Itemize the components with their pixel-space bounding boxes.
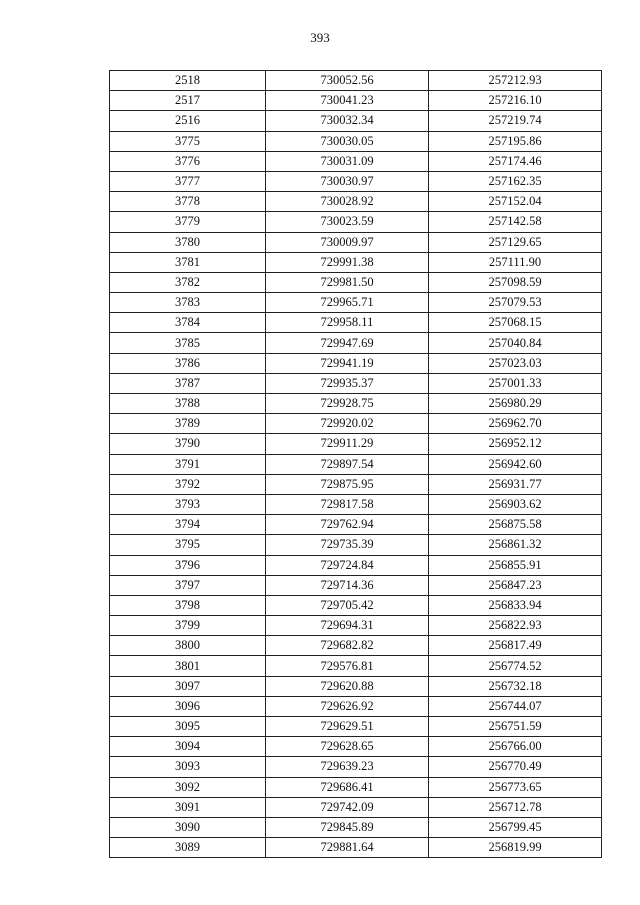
table-row [110,676,602,696]
x-coordinate-cell: 729705.42 [266,595,429,615]
table-row [110,575,602,595]
point-number-cell: 3792 [110,474,266,494]
table-row [110,394,602,414]
y-coordinate-cell: 256952.12 [429,434,602,454]
point-number-cell: 3789 [110,414,266,434]
x-coordinate-cell: 729626.92 [266,696,429,716]
point-number-cell: 3090 [110,817,266,837]
y-coordinate-cell: 256712.78 [429,797,602,817]
x-coordinate-cell: 730032.34 [266,111,429,131]
point-number-cell: 2517 [110,91,266,111]
point-number-cell: 3091 [110,797,266,817]
point-number-cell: 3790 [110,434,266,454]
x-coordinate-cell: 730023.59 [266,212,429,232]
point-number-cell: 3785 [110,333,266,353]
point-number-cell: 3094 [110,737,266,757]
point-number-cell: 3783 [110,293,266,313]
point-number-cell: 3795 [110,535,266,555]
y-coordinate-cell: 256732.18 [429,676,602,696]
x-coordinate-cell: 730009.97 [266,232,429,252]
x-coordinate-cell: 729724.84 [266,555,429,575]
x-coordinate-cell: 729714.36 [266,575,429,595]
point-number-cell: 2516 [110,111,266,131]
table-row [110,515,602,535]
table-row [110,494,602,514]
table-row [110,111,602,131]
point-number-cell: 3096 [110,696,266,716]
point-number-cell: 3794 [110,515,266,535]
x-coordinate-cell: 729735.39 [266,535,429,555]
table-row [110,252,602,272]
table-row [110,313,602,333]
x-coordinate-cell: 729629.51 [266,717,429,737]
table-row [110,454,602,474]
point-number-cell: 3784 [110,313,266,333]
x-coordinate-cell: 729920.02 [266,414,429,434]
table-row [110,232,602,252]
x-coordinate-cell: 730030.05 [266,131,429,151]
x-coordinate-cell: 729639.23 [266,757,429,777]
point-number-cell: 3779 [110,212,266,232]
table-row [110,737,602,757]
point-number-cell: 3798 [110,595,266,615]
x-coordinate-cell: 729928.75 [266,394,429,414]
table-row [110,797,602,817]
y-coordinate-cell: 257040.84 [429,333,602,353]
x-coordinate-cell: 730028.92 [266,192,429,212]
point-number-cell: 3093 [110,757,266,777]
y-coordinate-cell: 256773.65 [429,777,602,797]
y-coordinate-cell: 257001.33 [429,373,602,393]
y-coordinate-cell: 256875.58 [429,515,602,535]
point-number-cell: 3775 [110,131,266,151]
y-coordinate-cell: 257079.53 [429,293,602,313]
y-coordinate-cell: 256833.94 [429,595,602,615]
point-number-cell: 3791 [110,454,266,474]
point-number-cell: 3095 [110,717,266,737]
point-number-cell: 3092 [110,777,266,797]
y-coordinate-cell: 257195.86 [429,131,602,151]
table-row [110,555,602,575]
y-coordinate-cell: 256931.77 [429,474,602,494]
y-coordinate-cell: 256766.00 [429,737,602,757]
x-coordinate-cell: 729965.71 [266,293,429,313]
y-coordinate-cell: 257142.58 [429,212,602,232]
y-coordinate-cell: 257098.59 [429,272,602,292]
y-coordinate-cell: 256817.49 [429,636,602,656]
y-coordinate-cell: 256822.93 [429,616,602,636]
table-row [110,656,602,676]
y-coordinate-cell: 256903.62 [429,494,602,514]
table-row [110,293,602,313]
point-number-cell: 3781 [110,252,266,272]
point-number-cell: 3786 [110,353,266,373]
table-row [110,757,602,777]
table-row [110,373,602,393]
y-coordinate-cell: 257216.10 [429,91,602,111]
x-coordinate-cell: 730041.23 [266,91,429,111]
point-number-cell: 3793 [110,494,266,514]
point-number-cell: 3788 [110,394,266,414]
point-number-cell: 3799 [110,616,266,636]
table-row [110,151,602,171]
table-row [110,71,602,91]
x-coordinate-cell: 729576.81 [266,656,429,676]
table-row [110,636,602,656]
x-coordinate-cell: 729911.29 [266,434,429,454]
table-row [110,717,602,737]
point-number-cell: 2518 [110,71,266,91]
x-coordinate-cell: 729817.58 [266,494,429,514]
point-number-cell: 3778 [110,192,266,212]
point-number-cell: 3782 [110,272,266,292]
x-coordinate-cell: 729935.37 [266,373,429,393]
y-coordinate-cell: 256799.45 [429,817,602,837]
table-row [110,91,602,111]
table-row [110,696,602,716]
x-coordinate-cell: 730031.09 [266,151,429,171]
page-number: 393 [310,30,330,45]
table-row [110,616,602,636]
x-coordinate-cell: 729762.94 [266,515,429,535]
y-coordinate-cell: 257023.03 [429,353,602,373]
y-coordinate-cell: 257219.74 [429,111,602,131]
x-coordinate-cell: 730030.97 [266,171,429,191]
x-coordinate-cell: 729628.65 [266,737,429,757]
table-row [110,414,602,434]
y-coordinate-cell: 256770.49 [429,757,602,777]
y-coordinate-cell: 257212.93 [429,71,602,91]
y-coordinate-cell: 256942.60 [429,454,602,474]
x-coordinate-cell: 729682.82 [266,636,429,656]
x-coordinate-cell: 729881.64 [266,838,429,858]
y-coordinate-cell: 257129.65 [429,232,602,252]
table-row [110,212,602,232]
y-coordinate-cell: 256861.32 [429,535,602,555]
y-coordinate-cell: 257162.35 [429,171,602,191]
x-coordinate-cell: 729875.95 [266,474,429,494]
y-coordinate-cell: 256962.70 [429,414,602,434]
x-coordinate-cell: 729742.09 [266,797,429,817]
point-number-cell: 3776 [110,151,266,171]
point-number-cell: 3796 [110,555,266,575]
x-coordinate-cell: 729897.54 [266,454,429,474]
point-number-cell: 3089 [110,838,266,858]
x-coordinate-cell: 729686.41 [266,777,429,797]
coordinates-table-body [110,71,602,858]
coordinates-table [109,70,602,858]
x-coordinate-cell: 729947.69 [266,333,429,353]
y-coordinate-cell: 256774.52 [429,656,602,676]
table-row [110,838,602,858]
point-number-cell: 3797 [110,575,266,595]
table-row [110,171,602,191]
y-coordinate-cell: 257068.15 [429,313,602,333]
point-number-cell: 3801 [110,656,266,676]
y-coordinate-cell: 256980.29 [429,394,602,414]
point-number-cell: 3787 [110,373,266,393]
table-row [110,272,602,292]
y-coordinate-cell: 256744.07 [429,696,602,716]
y-coordinate-cell: 256819.99 [429,838,602,858]
table-row [110,192,602,212]
point-number-cell: 3777 [110,171,266,191]
table-row [110,595,602,615]
table-row [110,817,602,837]
table-row [110,434,602,454]
point-number-cell: 3800 [110,636,266,656]
y-coordinate-cell: 256847.23 [429,575,602,595]
table-row [110,333,602,353]
table-row [110,535,602,555]
point-number-cell: 3097 [110,676,266,696]
x-coordinate-cell: 729620.88 [266,676,429,696]
x-coordinate-cell: 729991.38 [266,252,429,272]
table-row [110,131,602,151]
x-coordinate-cell: 729981.50 [266,272,429,292]
y-coordinate-cell: 257174.46 [429,151,602,171]
y-coordinate-cell: 257152.04 [429,192,602,212]
table-row [110,474,602,494]
x-coordinate-cell: 730052.56 [266,71,429,91]
y-coordinate-cell: 257111.90 [429,252,602,272]
table-row [110,777,602,797]
x-coordinate-cell: 729694.31 [266,616,429,636]
x-coordinate-cell: 729958.11 [266,313,429,333]
y-coordinate-cell: 256751.59 [429,717,602,737]
table-row [110,353,602,373]
point-number-cell: 3780 [110,232,266,252]
x-coordinate-cell: 729941.19 [266,353,429,373]
x-coordinate-cell: 729845.89 [266,817,429,837]
y-coordinate-cell: 256855.91 [429,555,602,575]
